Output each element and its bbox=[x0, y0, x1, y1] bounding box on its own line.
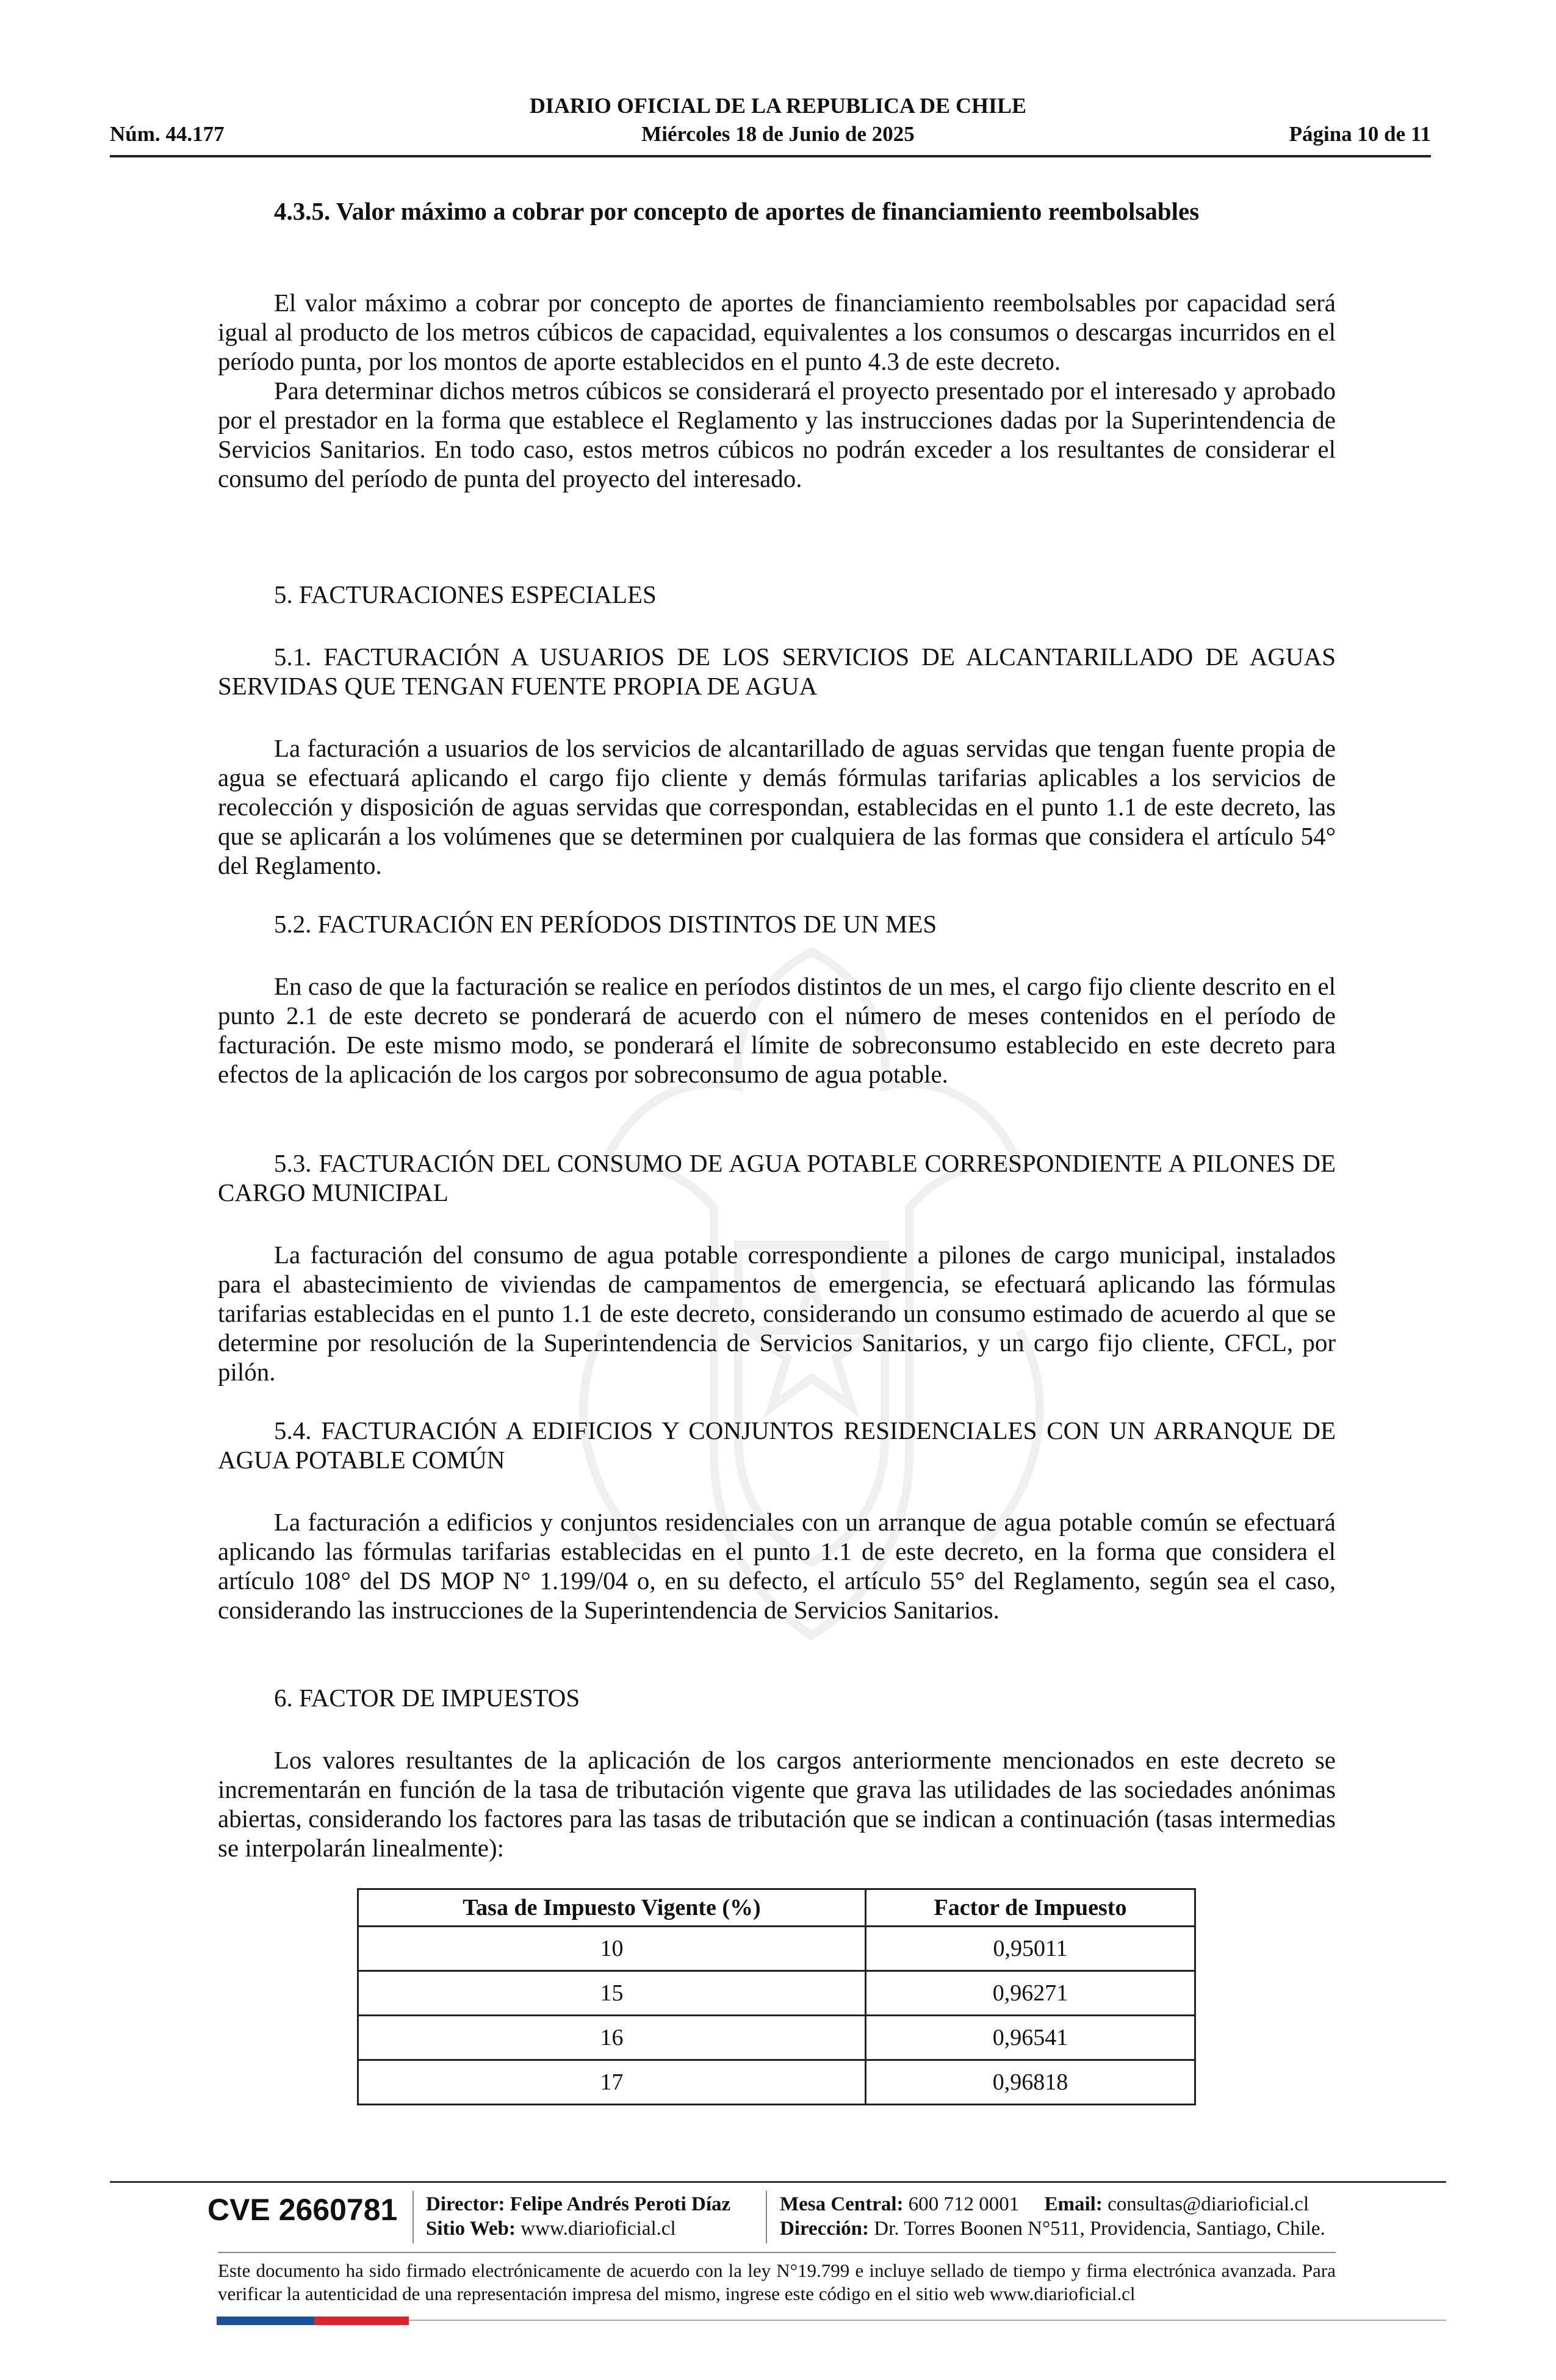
section-heading: 5. FACTURACIONES ESPECIALES bbox=[274, 580, 657, 608]
section-heading: 4.3.5. Valor máximo a cobrar por concepto de aportes de financiamiento reembolsables bbox=[274, 197, 1200, 225]
cve-code: CVE 2660781 bbox=[207, 2193, 398, 2227]
director-block bbox=[426, 2192, 730, 2241]
flag-bar-red bbox=[314, 2317, 409, 2325]
footer-divider-secondary bbox=[218, 2252, 1336, 2253]
address-label: Dirección: bbox=[780, 2218, 870, 2240]
column-header-tax-rate: Tasa de Impuesto Vigente (%) bbox=[358, 1889, 866, 1927]
section-heading: 5.4. FACTURACIÓN A EDIFICIOS Y CONJUNTOS RESIDENCIALES CON UN ARRANQUE DE AGUA POTABLE COMÚN bbox=[218, 1416, 1336, 1474]
section-6-body bbox=[218, 1745, 1336, 1863]
column-header-tax-factor: Factor de Impuesto bbox=[866, 1889, 1195, 1927]
section-heading: 5.2. FACTURACIÓN EN PERÍODOS DISTINTOS DE UN MES bbox=[274, 910, 937, 938]
table-header-row bbox=[358, 1889, 1195, 1927]
email-link[interactable]: consultas@diarioficial.cl bbox=[1108, 2193, 1309, 2215]
tax-rate-cell: 15 bbox=[358, 1971, 866, 2016]
web-label: Sitio Web: bbox=[426, 2218, 516, 2240]
header-divider bbox=[110, 155, 1431, 157]
footer-separator bbox=[766, 2191, 767, 2243]
tax-rate-cell: 16 bbox=[358, 2016, 866, 2060]
mesa-phone: 600 712 0001 bbox=[908, 2193, 1020, 2215]
section-5-2-body bbox=[218, 972, 1336, 1089]
tax-factor-cell: 0,95011 bbox=[866, 1927, 1195, 1971]
email-label: Email: bbox=[1044, 2193, 1103, 2215]
web-link[interactable]: www.diarioficial.cl bbox=[520, 2218, 676, 2240]
paragraph: El valor máximo a cobrar por concepto de aportes de financiamiento reembolsables por capacidad será igual al producto de los metros cúbicos de capacidad, equivalentes a los consumos o descargas incurridos en el período punta, por los montos de aporte establecidos en el punto 4.3 de este decreto. bbox=[218, 289, 1336, 375]
director-label: Director: bbox=[426, 2193, 505, 2215]
flag-bar-blue bbox=[217, 2317, 314, 2325]
section-5-4 bbox=[218, 1416, 1336, 1474]
newspaper-title: DIARIO OFICIAL DE LA REPUBLICA DE CHILE bbox=[529, 93, 1027, 118]
section-heading: 5.3. FACTURACIÓN DEL CONSUMO DE AGUA POTABLE CORRESPONDIENTE A PILONES DE CARGO MUNICIPAL bbox=[218, 1149, 1336, 1206]
section-5-3 bbox=[218, 1149, 1336, 1207]
tax-rate-cell: 17 bbox=[358, 2060, 866, 2105]
paragraph: En caso de que la facturación se realice en períodos distintos de un mes, el cargo fijo cliente descrito en el punto 2.1 de este decreto se ponderará de acuerdo con el número de meses contenidos en el período de facturación. De este mismo modo, se ponderará el límite de sobreconsumo establecido en este decreto para efectos de la aplicación de los cargos por sobreconsumo de agua potable. bbox=[218, 972, 1336, 1088]
paragraph: La facturación a edificios y conjuntos residenciales con un arranque de agua potable común se efectuará aplicando las fórmulas tarifarias establecidas en el punto 1.1 de este decreto, en la forma que considera el artículo 108° del DS MOP N° 1.199/04 o, en su defecto, el artículo 55° del Reglamento, según sea el caso, considerando las instrucciones de la Superintendencia de Servicios Sanitarios. bbox=[218, 1508, 1336, 1624]
section-5-4-body bbox=[218, 1507, 1336, 1625]
page-indicator: Página 10 de 11 bbox=[1289, 122, 1431, 146]
tax-rate-cell: 10 bbox=[358, 1927, 866, 1971]
paragraph: La facturación del consumo de agua potable correspondiente a pilones de cargo municipal, instalados para el abastecimiento de viviendas de campamentos de emergencia, se efectuará aplicando las fórmulas tarifarias establecidas en el punto 1.1 de este decreto, considerando un consumo estimado de acuerdo al que se determine por resolución de la Superintendencia de Servicios Sanitarios, y un cargo fijo cliente, CFCL, por pilón. bbox=[218, 1241, 1336, 1386]
tax-factor-cell: 0,96541 bbox=[866, 2016, 1195, 2060]
section-5-1 bbox=[218, 642, 1336, 701]
section-5-2 bbox=[218, 909, 1336, 939]
section-4-3-5-body bbox=[218, 288, 1336, 493]
issue-number: Núm. 44.177 bbox=[110, 122, 225, 146]
table-row bbox=[358, 1927, 1195, 1971]
tax-factor-cell: 0,96271 bbox=[866, 1971, 1195, 2016]
footer-divider bbox=[110, 2181, 1446, 2183]
paragraph: Los valores resultantes de la aplicación de los cargos anteriormente mencionados en este decreto se incrementarán en función de la tasa de tributación vigente que grava las utilidades de las sociedades anónimas abiertas, considerando los factores para las tasas de tributación que se indican a continuación (tasas intermedias se interpolarán linealmente): bbox=[218, 1746, 1336, 1862]
footer-separator bbox=[412, 2191, 414, 2243]
tax-factor-cell: 0,96818 bbox=[866, 2060, 1195, 2105]
table-row bbox=[358, 1971, 1195, 2016]
director-name: Felipe Andrés Peroti Díaz bbox=[510, 2193, 731, 2215]
section-4-3-5 bbox=[218, 197, 1336, 226]
tax-factor-table bbox=[357, 1888, 1196, 2105]
legal-notice: Este documento ha sido firmado electrónicamente de acuerdo con la ley N°19.799 e incluye sellado de tiempo y firma electrónica avanzada. Para verificar la autenticidad de una representación impresa del mismo, ingrese este código en el sitio web www.diarioficial.cl bbox=[218, 2260, 1336, 2304]
table-row bbox=[358, 2016, 1195, 2060]
issue-date: Miércoles 18 de Junio de 2025 bbox=[641, 122, 915, 146]
paragraph: La facturación a usuarios de los servicios de alcantarillado de aguas servidas que tengan fuente propia de agua se efectuará aplicando el cargo fijo cliente y demás fórmulas tarifarias aplicables a los servicios de recolección y disposición de aguas servidas que correspondan, establecidas en el punto 1.1 de este decreto, las que se aplicarán a los volúmenes que se determinen por cualquiera de las formas que considera el artículo 54° del Reglamento. bbox=[218, 734, 1336, 879]
paragraph: Para determinar dichos metros cúbicos se considerará el proyecto presentado por el interesado y aprobado por el prestador en la forma que establece el Reglamento y las instrucciones dadas por la Superintendencia de Servicios Sanitarios. En todo caso, estos metros cúbicos no podrán exceder a los resultantes de considerar el consumo del período de punta del proyecto del interesado. bbox=[218, 377, 1336, 492]
section-5-3-body bbox=[218, 1240, 1336, 1387]
section-heading: 6. FACTOR DE IMPUESTOS bbox=[274, 1684, 580, 1712]
footer-bottom-line bbox=[409, 2320, 1446, 2321]
table-row bbox=[358, 2060, 1195, 2105]
section-heading: 5.1. FACTURACIÓN A USUARIOS DE LOS SERVICIOS DE ALCANTARILLADO DE AGUAS SERVIDAS QUE TENGAN FUENTE PROPIA DE AGUA bbox=[218, 643, 1336, 700]
section-6 bbox=[218, 1683, 1336, 1712]
address-value: Dr. Torres Boonen N°511, Providencia, Santiago, Chile. bbox=[874, 2218, 1325, 2240]
mesa-label: Mesa Central: bbox=[780, 2193, 904, 2215]
section-5-1-body bbox=[218, 734, 1336, 880]
section-5-heading-block bbox=[218, 580, 1336, 609]
contact-block bbox=[780, 2192, 1325, 2241]
